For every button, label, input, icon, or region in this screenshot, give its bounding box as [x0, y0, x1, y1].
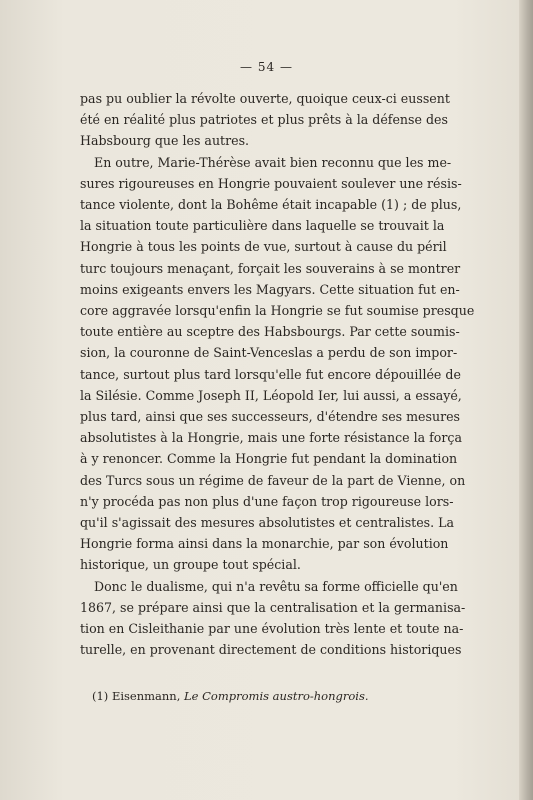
text-line: Donc le dualisme, qui n'a revêtu sa forme officielle qu'en — [94, 578, 458, 594]
text-line: sion, la couronne de Saint-Venceslas a perdu de son impor- — [80, 345, 458, 361]
text-line: En outre, Marie-Thérèse avait bien reconnu que les me- — [94, 154, 452, 170]
text-line: toute entière au sceptre des Habsbourgs. Par cette soumis- — [80, 324, 460, 340]
footnote-title: Le Compromis austro-hongrois. — [184, 689, 369, 703]
text-line: été en réalité plus patriotes et plus prêts à la défense des — [80, 112, 448, 128]
page-number: — 54 — — [240, 60, 293, 74]
footnote — [92, 689, 432, 703]
text-line: turc toujours menaçant, forçait les souverains à se montrer — [80, 260, 461, 276]
text-line: plus tard, ainsi que ses successeurs, d'étendre ses mesures — [80, 409, 461, 425]
text-line: Hongrie forma ainsi dans la monarchie, par son évolution — [80, 536, 449, 552]
text-line: tion en Cisleithanie par une évolution très lente et toute na- — [80, 621, 464, 637]
text-line: n'y procéda pas non plus d'une façon trop rigoureuse lors- — [80, 493, 454, 509]
text-line: tance violente, dont la Bohême était incapable (1) ; de plus, — [80, 197, 462, 213]
text-line: turelle, en provenant directement de conditions historiques — [80, 642, 462, 658]
text-line: sures rigoureuses en Hongrie pouvaient soulever une résis- — [80, 175, 462, 191]
text-line: tance, surtout plus tard lorsqu'elle fut encore dépouillée de — [80, 366, 461, 382]
text-line: la situation toute particulière dans laquelle se trouvait la — [80, 218, 445, 234]
footnote-author: (1) Eisenmann, — [92, 689, 181, 703]
text-line: des Turcs sous un régime de faveur de la part de Vienne, on — [80, 472, 466, 488]
text-line: core aggravée lorsqu'enfin la Hongrie se fut soumise presque — [80, 303, 475, 319]
page-edge — [519, 0, 533, 800]
text-line: historique, un groupe tout spécial. — [80, 557, 301, 573]
text-line: Habsbourg que les autres. — [80, 133, 250, 149]
text-line: la Silésie. Comme Joseph II, Léopold Ier, lui aussi, a essayé, — [80, 387, 462, 403]
text-line: qu'il s'agissait des mesures absolutistes et centralistes. La — [80, 515, 455, 531]
text-line: Hongrie à tous les points de vue, surtout à cause du péril — [80, 239, 447, 255]
body-text — [80, 88, 475, 660]
text-line: à y renoncer. Comme la Hongrie fut pendant la domination — [80, 451, 458, 467]
text-line: absolutistes à la Hongrie, mais une forte résistance la força — [80, 430, 462, 446]
text-line: 1867, se prépare ainsi que la centralisation et la germanisa- — [80, 599, 466, 615]
text-line: moins exigeants envers les Magyars. Cette situation fut en- — [80, 281, 460, 297]
text-line: pas pu oublier la révolte ouverte, quoique ceux-ci eussent — [80, 91, 450, 106]
